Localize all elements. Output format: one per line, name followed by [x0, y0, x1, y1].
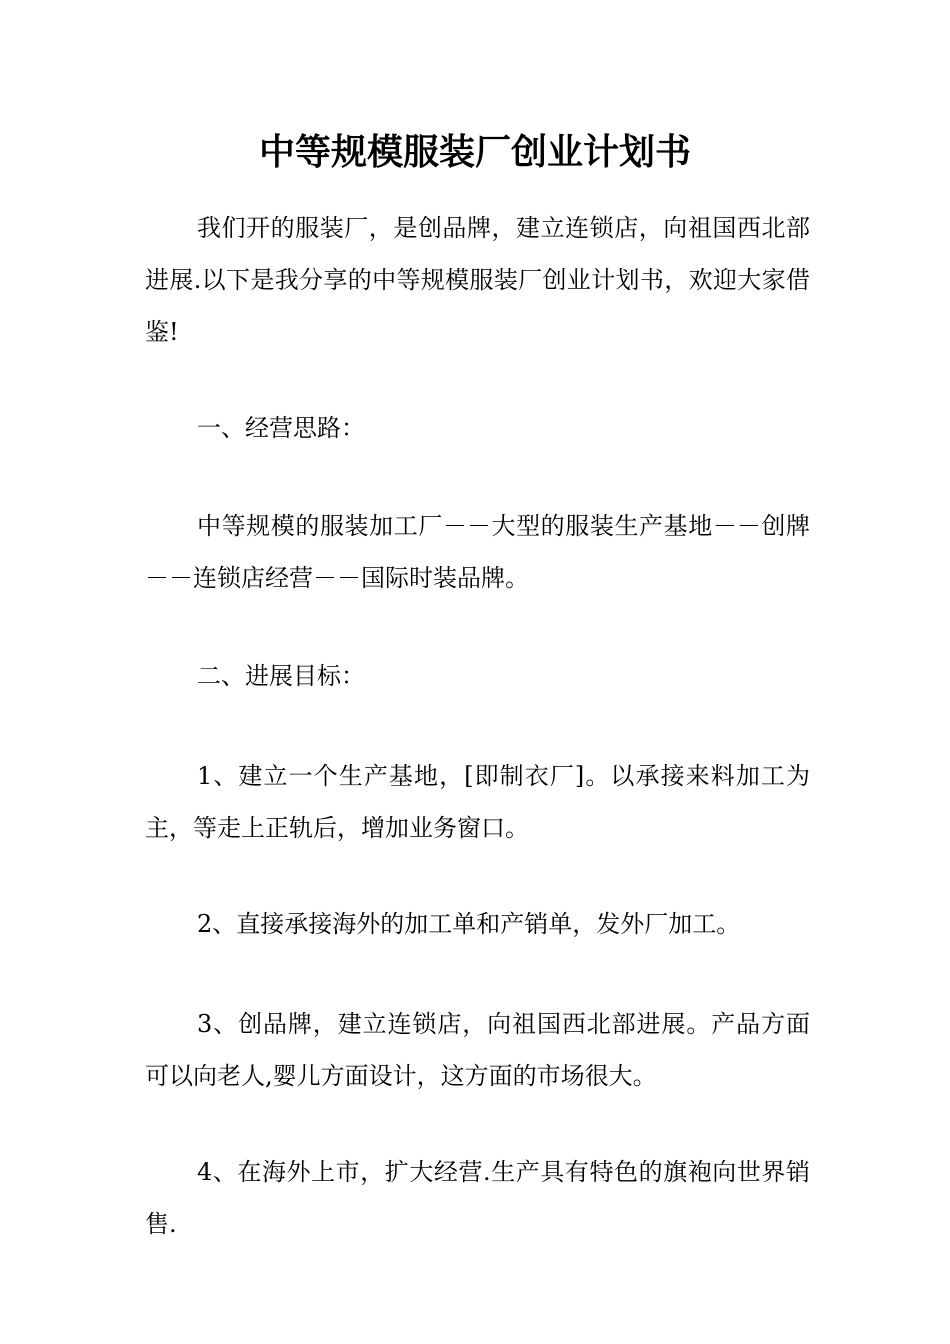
document-title: 中等规模服装厂创业计划书 — [258, 131, 691, 173]
goal-item-2: 2、直接承接海外的加工单和产销单，发外厂加工。 — [197, 910, 741, 938]
intro-paragraph: 我们开的服装厂，是创品牌，建立连锁店，向祖国西北部进展.以下是我分享的中等规模服装厂创业计划书，欢迎大家借鉴! — [145, 214, 810, 346]
goal-item-3: 3、创品牌，建立连锁店，向祖国西北部进展。产品方面可以向老人,婴儿方面设计，这方面的市场很大。 — [145, 1010, 810, 1090]
business-idea-paragraph: 中等规模的服装加工厂－－大型的服装生产基地－－创牌－－连锁店经营－－国际时装品牌。 — [145, 512, 810, 592]
section-heading-goals: 二、进展目标： — [197, 662, 365, 690]
goal-item-4: 4、在海外上市，扩大经营.生产具有特色的旗袍向世界销售. — [145, 1158, 810, 1238]
section-heading-business-idea: 一、经营思路： — [197, 414, 365, 442]
goal-item-1: 1、建立一个生产基地，[即制衣厂]。以承接来料加工为主，等走上正轨后，增加业务窗口。 — [145, 762, 810, 842]
